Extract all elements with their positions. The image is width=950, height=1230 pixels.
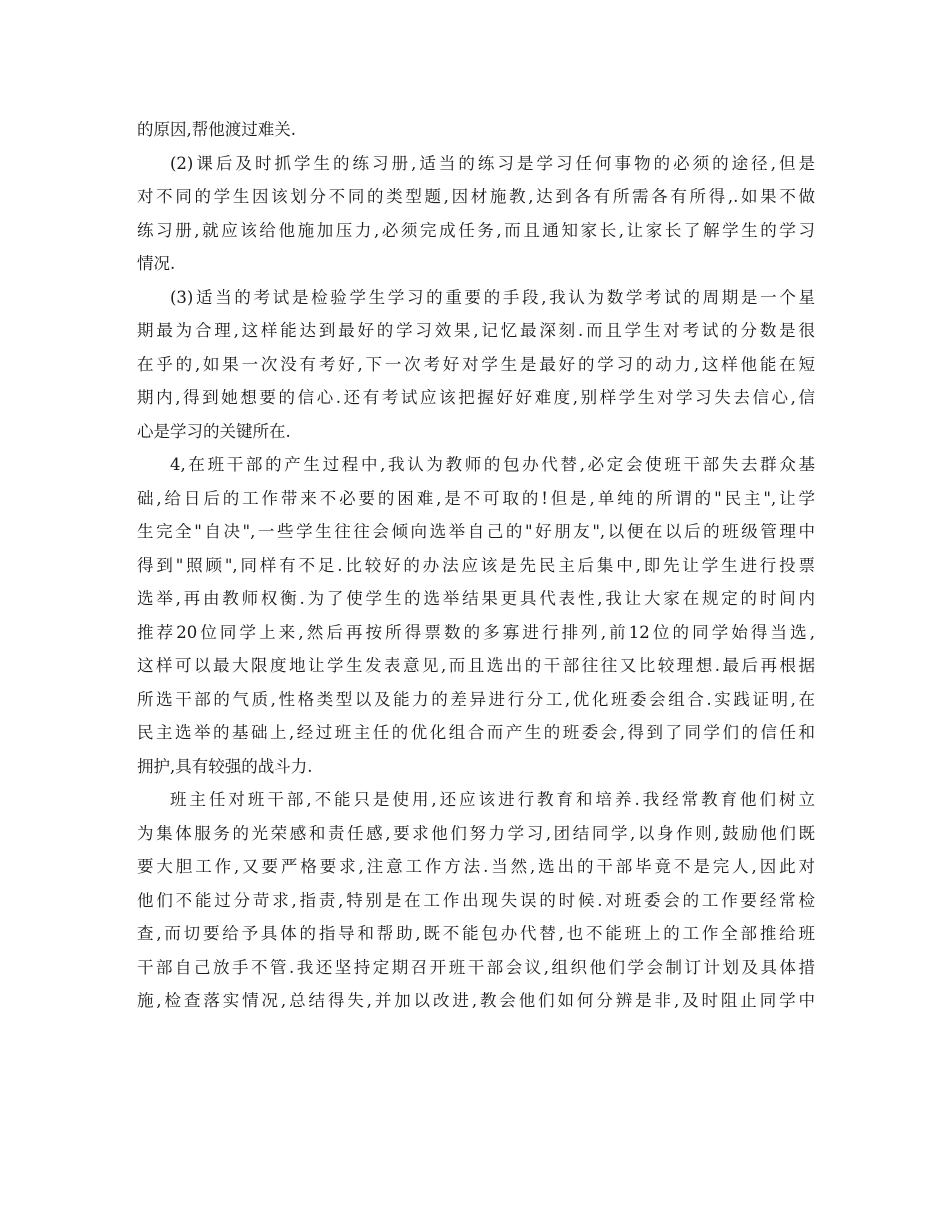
text-line: 选举,再由教师权衡.为了使学生的选举结果更具代表性,我让大家在规定的时间内 (137, 589, 815, 608)
text-line: 推荐20位同学上来,然后再按所得票数的多寡进行排列,前12位的同学始得当选, (137, 622, 815, 642)
text-line: 心是学习的关键所在. (137, 421, 291, 441)
text-line: 得到"照顾",同样有不足.比较好的办法应该是先民主后集中,即先让学生进行投票 (137, 555, 815, 575)
text-line: 他们不能过分苛求,指责,特别是在工作出现失误的时候.对班委会的工作要经常检 (137, 890, 815, 910)
text-line: 要大胆工作,又要严格要求,注意工作方法.当然,选出的干部毕竟不是完人,因此对 (137, 857, 815, 876)
text-line: 这样可以最大限度地让学生发表意见,而且选出的干部往往又比较理想.最后再根据 (137, 656, 815, 675)
text-line: 的原因,帮他渡过难关. (137, 120, 296, 139)
text-line: 练习册,就应该给他施加压力,必须完成任务,而且通知家长,让家长了解学生的学习 (137, 220, 815, 240)
text-line: 民主选举的基础上,经过班主任的优化组合而产生的班委会,得到了同学们的信任和 (137, 723, 815, 742)
text-line: 班主任对班干部,不能只是使用,还应该进行教育和培养.我经常教育他们树立 (170, 790, 815, 809)
text-line: 对不同的学生因该划分不同的类型题,因材施教,达到各有所需各有所得,.如果不做 (137, 187, 815, 206)
text-line: 4,在班干部的产生过程中,我认为教师的包办代替,必定会使班干部失去群众基 (170, 455, 815, 474)
text-line: 期内,得到她想要的信心.还有考试应该把握好好难度,别样学生对学习失去信心,信 (137, 388, 815, 407)
text-line: 础,给日后的工作带来不必要的困难,是不可取的!但是,单纯的所谓的"民主",让学 (137, 488, 815, 508)
text-line: 期最为合理,这样能达到最好的学习效果,记忆最深刻.而且学生对考试的分数是很 (137, 321, 815, 340)
text-line: 为集体服务的光荣感和责任感,要求他们努力学习,团结同学,以身作则,鼓励他们既 (137, 823, 815, 843)
text-line: 施,检查落实情况,总结得失,并加以改进,教会他们如何分辨是非,及时阻止同学中 (137, 991, 815, 1010)
text-line: 干部自己放手不管.我还坚持定期召开班干部会议,组织他们学会制订计划及具体措 (137, 957, 815, 977)
text-line: 情况. (137, 254, 176, 273)
text-line: (3)适当的考试是检验学生学习的重要的手段,我认为数学考试的周期是一个星 (170, 287, 815, 307)
text-line: 所选干部的气质,性格类型以及能力的差异进行分工,优化班委会组合.实践证明,在 (137, 689, 815, 709)
text-line: 生完全"自决",一些学生往往会倾向选举自己的"好朋友",以便在以后的班级管理中 (137, 522, 815, 541)
text-line: (2)课后及时抓学生的练习册,适当的练习是学习任何事物的必须的途径,但是 (170, 153, 815, 173)
document-body (137, 113, 815, 1018)
text-line: 查,而切要给予具体的指导和帮助,既不能包办代替,也不能班上的工作全部推给班 (137, 924, 815, 943)
text-line: 拥护,具有较强的战斗力. (137, 756, 313, 776)
text-line: 在乎的,如果一次没有考好,下一次考好对学生是最好的学习的动力,这样他能在短 (137, 354, 815, 374)
